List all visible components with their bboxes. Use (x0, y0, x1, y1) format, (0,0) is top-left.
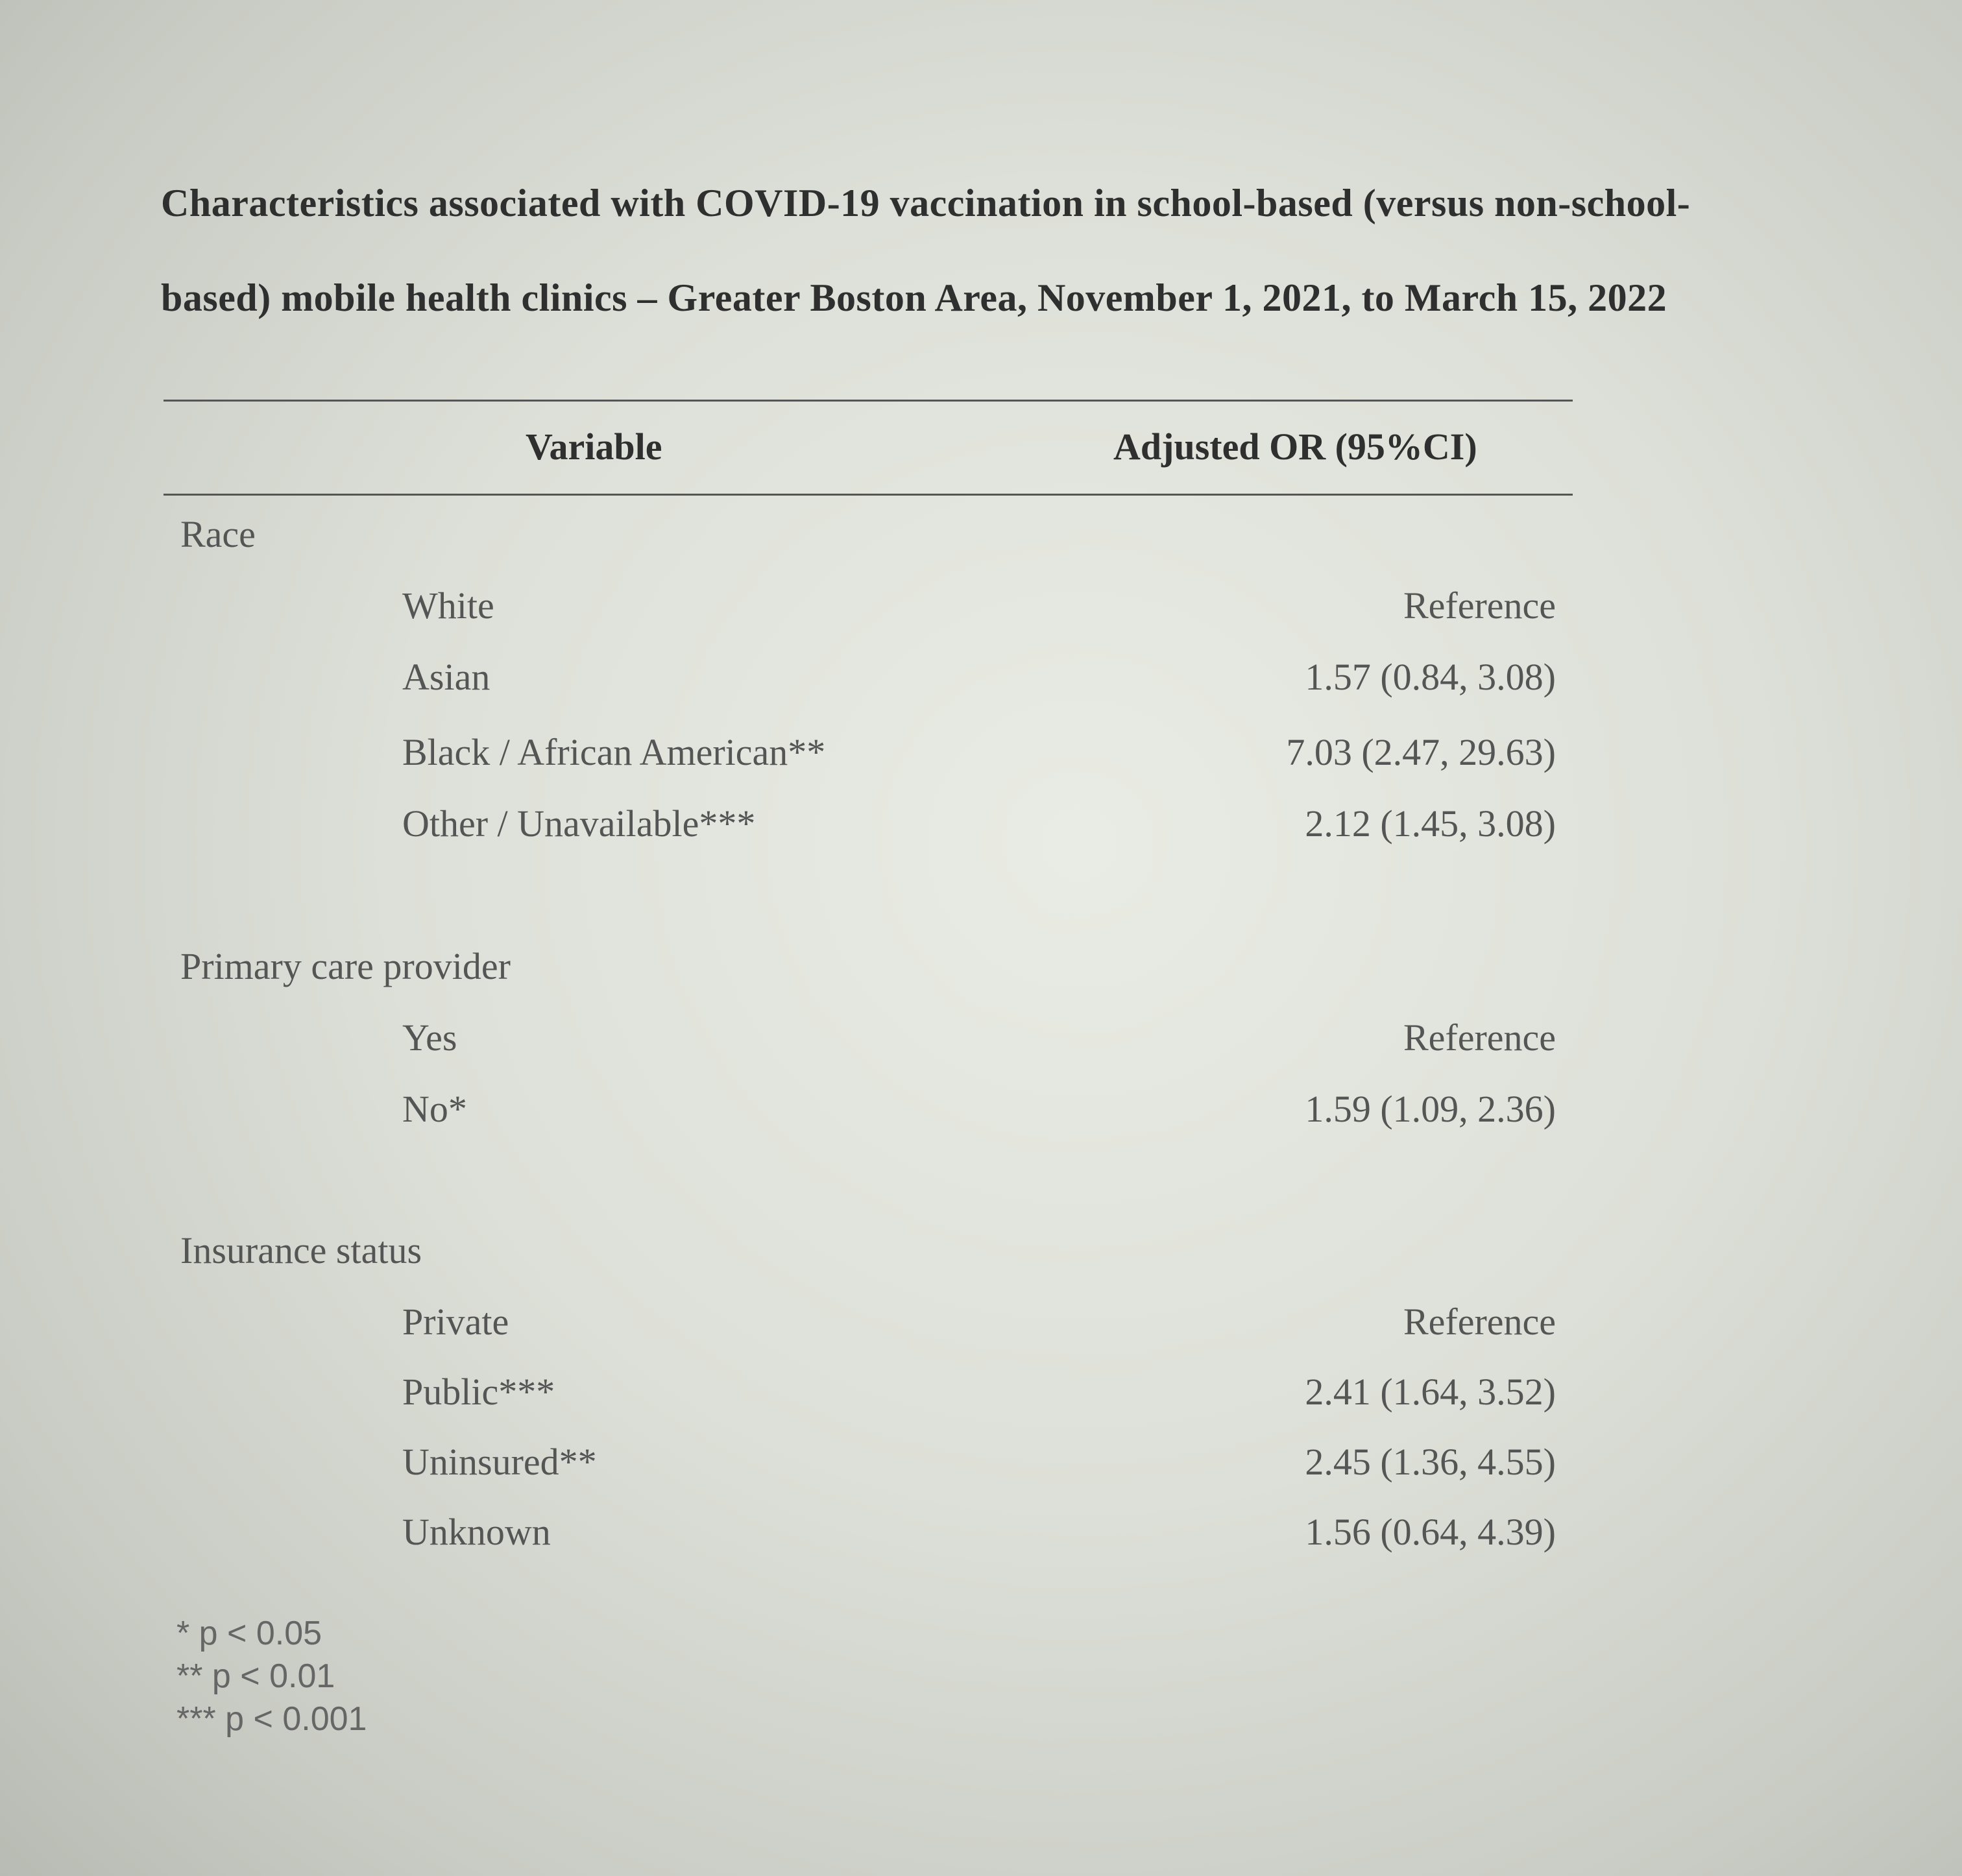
column-header-adjusted-or: Adjusted OR (95%CI) (1113, 426, 1477, 468)
table-title-line-1: Characteristics associated with COVID-19 vaccination in school-based (versus non-school- (161, 182, 1691, 224)
row-label-asian: Asian (402, 656, 490, 698)
row-value-uninsured: 2.45 (1.36, 4.55) (1305, 1441, 1556, 1483)
row-label-private: Private (402, 1301, 509, 1343)
row-label-unknown: Unknown (402, 1511, 551, 1553)
row-value-private: Reference (1403, 1301, 1556, 1343)
footnote-p-005: * p < 0.05 (176, 1615, 322, 1652)
row-value-pcp-yes: Reference (1403, 1016, 1556, 1059)
row-value-asian: 1.57 (0.84, 3.08) (1305, 656, 1556, 698)
row-label-public: Public*** (402, 1371, 555, 1413)
row-value-unknown: 1.56 (0.64, 4.39) (1305, 1511, 1556, 1553)
footnote-p-001: ** p < 0.01 (176, 1657, 335, 1695)
group-label-insurance-status: Insurance status (180, 1229, 422, 1271)
row-value-black-african-american: 7.03 (2.47, 29.63) (1286, 731, 1556, 773)
footnote-p-0001: *** p < 0.001 (176, 1700, 367, 1738)
row-label-pcp-no: No* (402, 1088, 467, 1130)
column-header-variable: Variable (526, 426, 662, 468)
row-label-other-unavailable: Other / Unavailable*** (402, 802, 756, 845)
row-label-uninsured: Uninsured** (402, 1441, 597, 1483)
group-label-primary-care-provider: Primary care provider (180, 945, 511, 987)
row-value-other-unavailable: 2.12 (1.45, 3.08) (1305, 802, 1556, 845)
table-header-rule (164, 494, 1573, 496)
row-label-black-african-american: Black / African American** (402, 731, 826, 773)
row-value-public: 2.41 (1.64, 3.52) (1305, 1371, 1556, 1413)
row-label-white: White (402, 584, 494, 627)
row-label-pcp-yes: Yes (402, 1016, 457, 1059)
table-top-rule (164, 400, 1573, 402)
group-label-race: Race (180, 513, 256, 555)
row-value-pcp-no: 1.59 (1.09, 2.36) (1305, 1088, 1556, 1130)
row-value-white: Reference (1403, 584, 1556, 627)
table-title (161, 156, 1731, 345)
table-title-line-2: based) mobile health clinics – Greater Boston Area, November 1, 2021, to March 15, 2022 (161, 276, 1667, 319)
